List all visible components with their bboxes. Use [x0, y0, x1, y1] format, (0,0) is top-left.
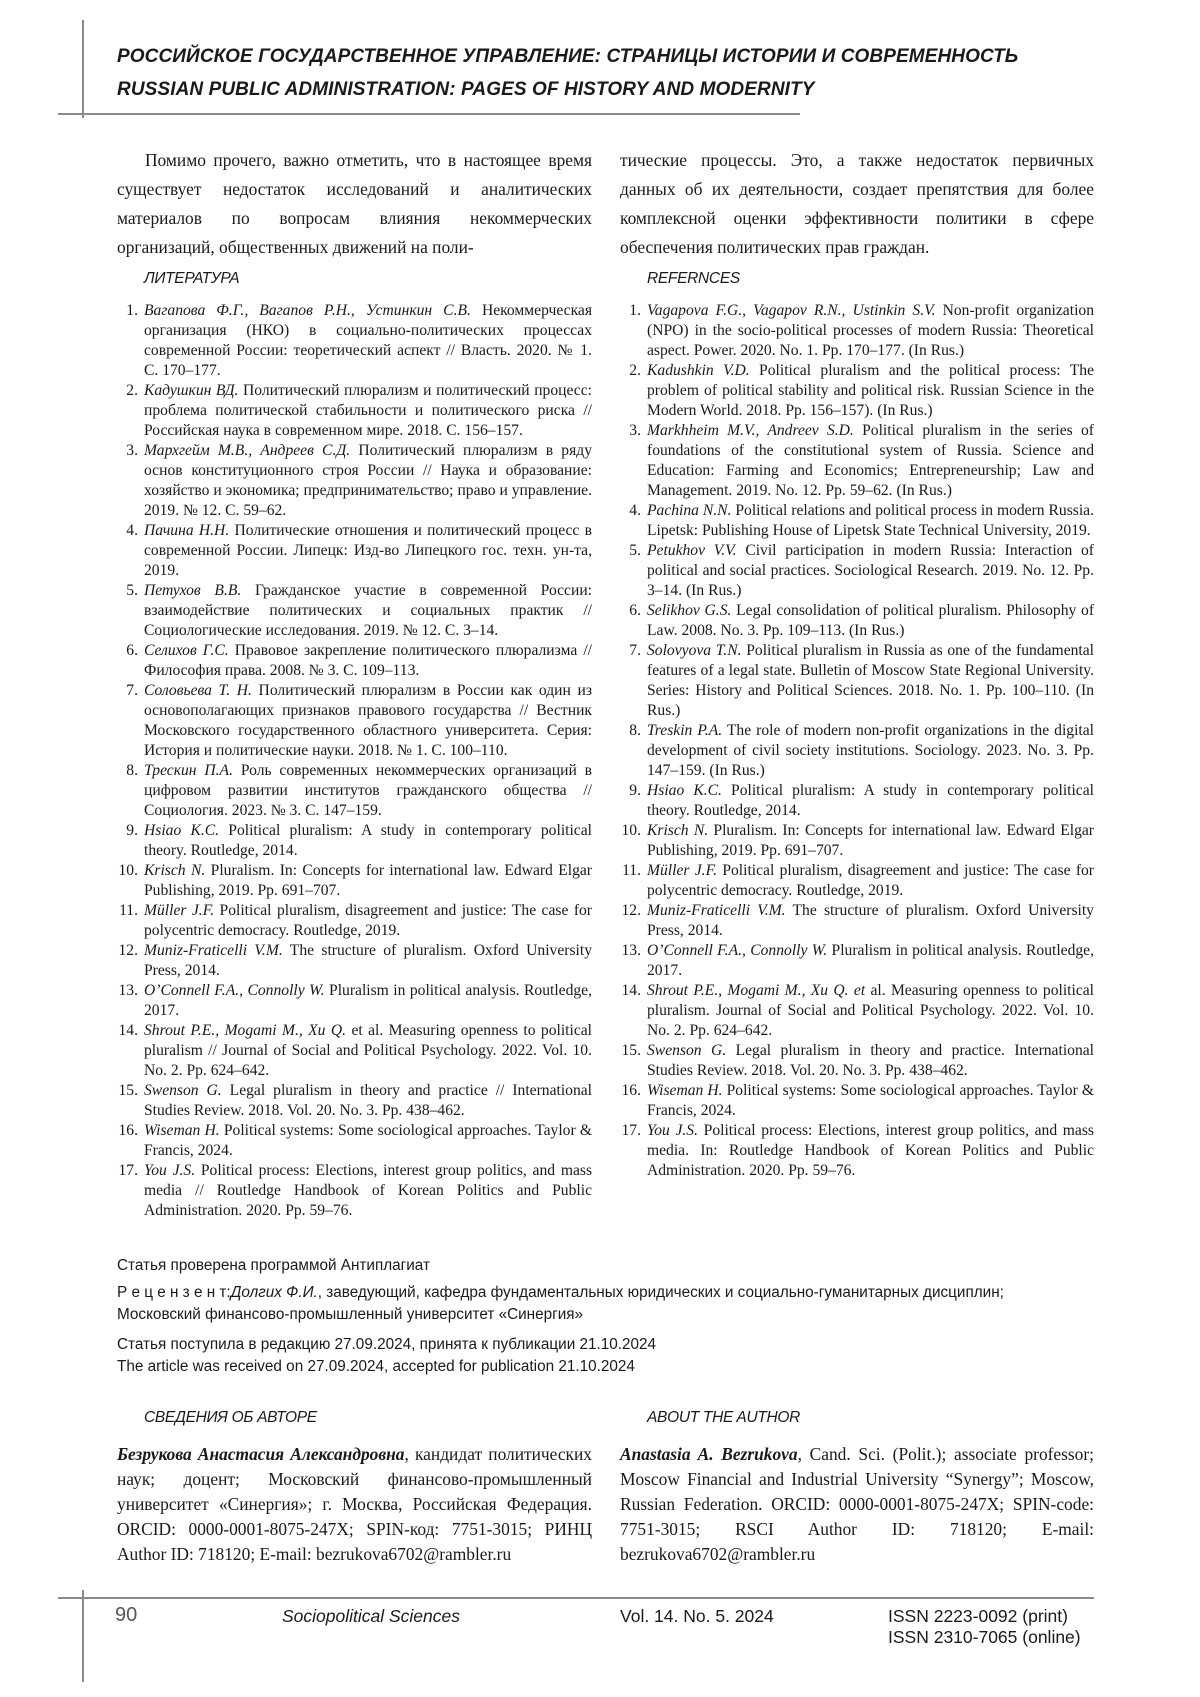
reference-authors: Vagapova F.G., Vagapov R.N., Ustinkin S.V. [647, 302, 936, 319]
reference-text: al. Measuring openness to political pluralism. Journal of Social and Political Psychology. 2022. Vol. 10. No. 2. Pp. 624–642. [647, 982, 1094, 1039]
issn-print: ISSN 2223-0092 (print) [888, 1606, 1068, 1626]
reference-number: 11. [622, 862, 641, 879]
reference-text: Pluralism. In: Concepts for international law. Edward Elgar Publishing, 2019. Pp. 691–707. [144, 862, 593, 899]
reference-number: 2. [629, 362, 641, 379]
reference-item [117, 981, 592, 1021]
reference-item [117, 681, 592, 761]
header-horizontal-rule [58, 113, 800, 115]
reference-item [117, 381, 592, 441]
reference-authors: Shrout P.E., Mogami M., Xu Q. [144, 1022, 347, 1039]
author-ru-name: Безрукова Анастасия Александровна [117, 1444, 405, 1464]
reference-authors: O’Connell F.A., Connolly W. [647, 942, 828, 959]
reference-authors: Shrout P.E., Mogami M., Xu Q. et [647, 982, 866, 999]
reviewer-line2: Московский финансово-промышленный университет «Синергия» [117, 1306, 584, 1323]
reference-text: Гражданское участие в современной России: взаимодействие политических и социальных практик // Социологические исследования. 2019. № 12. С. 3–14. [144, 582, 592, 639]
reference-text: The structure of pluralism. Oxford University Press, 2014. [144, 942, 592, 979]
reference-text: Legal pluralism in theory and practice // International Studies Review. 2018. Vol. 20. No. 3. Pp. 438–462. [144, 1082, 593, 1119]
reference-text: et al. Measuring openness to political pluralism // Journal of Social and Political Psychology. 2022. Vol. 10. No. 2. Pp. 624–642. [144, 1022, 592, 1079]
reviewer-label: Р е ц е н з е н т: [117, 1284, 231, 1301]
reference-item [117, 761, 592, 821]
reference-text: Legal pluralism in theory and practice. International Studies Review. 2018. Vol. 20. No. 3. Pp. 438–462. [647, 1042, 1094, 1079]
reference-number: 9. [629, 782, 641, 799]
reference-number: 1. [629, 302, 641, 319]
reference-authors: Pachina N.N. [647, 502, 732, 519]
reference-authors: Swenson G. [144, 1082, 222, 1099]
reference-authors: Muniz-Fraticelli V.M. [144, 942, 283, 959]
reference-text: Роль современных некоммерческих организаций в цифровом развитии институтов гражданского общества // Социология. 2023. № 3. С. 147–159. [144, 762, 592, 819]
reference-authors: Solovyova T.N. [647, 642, 742, 659]
reference-authors: Hsiao K.C. [144, 822, 220, 839]
reference-item [620, 301, 1094, 361]
reference-authors: Krisch N. [647, 822, 709, 839]
reference-item [620, 721, 1094, 781]
reference-number: 10. [621, 822, 641, 839]
reference-number: 14. [621, 982, 641, 999]
reference-authors: Вагапова Ф.Г., Вагапов Р.Н., Устинкин С.В. [144, 302, 471, 319]
reference-authors: Selikhov G.S. [647, 602, 732, 619]
reference-authors: Hsiao K.C. [647, 782, 722, 799]
reference-text: Political pluralism in the series of foundations of the constitutional system of Russia. Science and Education: Farming and Economics; Entrepreneurship; Law and Management. 2019. No. 12. Pp. 59–62. (In Rus.) [647, 422, 1094, 499]
reference-number: 1. [126, 302, 138, 319]
reference-item [620, 601, 1094, 641]
reference-authors: Wiseman H. [144, 1122, 220, 1139]
author-ru-info: Безрукова Анастасия Александровна, кандидат политических наук; доцент; Московский финансово-промышленный университет «Синергия»; г. Москва, Российская Федерация. ORCID: 0000-0001-8075-247X; SPIN-код: 7751-3015; РИНЦ Author ID: 718120; E-mail: bezrukova6702@rambler.ru [117, 1444, 592, 1564]
reference-number: 11. [119, 902, 138, 919]
reference-item [620, 821, 1094, 861]
references-ru-title: ЛИТЕРАТУРА [144, 270, 240, 287]
reference-number: 15. [118, 1082, 138, 1099]
reference-number: 3. [629, 422, 641, 439]
author-en-name: Anastasia A. Bezrukova [620, 1444, 798, 1464]
reference-authors: Markhheim M.V., Andreev S.D. [647, 422, 854, 439]
reviewer-affiliation: , заведующий, кафедра фундаментальных юридических и социально-гуманитарных дисциплин; [317, 1284, 1004, 1301]
reference-authors: Wiseman H. [647, 1082, 723, 1099]
volume-info: Vol. 14. No. 5. 2024 [620, 1606, 774, 1626]
references-en-list [620, 301, 1094, 1181]
reference-item [117, 1021, 592, 1081]
reviewer-name: Долгих Ф.И. [230, 1284, 318, 1301]
reference-item [117, 641, 592, 681]
reference-number: 8. [126, 762, 138, 779]
reference-number: 10. [118, 862, 138, 879]
reference-text: Political systems: Some sociological approaches. Taylor & Francis, 2024. [144, 1122, 592, 1159]
reference-number: 2. [126, 382, 138, 399]
reference-item [117, 441, 592, 521]
reference-item [117, 861, 592, 901]
reference-authors: Петухов В.В. [144, 582, 242, 599]
reference-item [117, 1121, 592, 1161]
author-en-info: Anastasia A. Bezrukova, Cand. Sci. (Polit.); associate professor; Moscow Financial and Industrial University “Synergy”; Moscow, Russian Federation. ORCID: 0000-0001-8075-247X; SPIN-code: 7751-3015; RSCI Author ID: 718120; E-mail: bezrukova6702@rambler.ru [620, 1444, 1094, 1564]
reference-item [117, 821, 592, 861]
journal-name: Sociopolitical Sciences [282, 1606, 461, 1626]
reference-number: 16. [118, 1122, 138, 1139]
reference-item [117, 901, 592, 941]
reference-number: 4. [629, 502, 641, 519]
reference-text: The structure of pluralism. Oxford University Press, 2014. [647, 902, 1094, 939]
reference-text: Political process: Elections, interest group politics, and mass media. In: Routledge Handbook of Korean Politics and Public Administration. 2020. Pp. 59–76. [647, 1122, 1094, 1179]
reference-item [620, 501, 1094, 541]
reference-text: Некоммерческая организация (НКО) в социально-политических процессах современной России: теоретический аспект // Власть. 2020. № 1. С. 170–177. [144, 302, 593, 379]
reference-number: 13. [118, 982, 138, 999]
reference-text: Political systems: Some sociological approaches. Taylor & Francis, 2024. [647, 1082, 1094, 1119]
running-title-en: RUSSIAN PUBLIC ADMINISTRATION: PAGES OF HISTORY AND MODERNITY [117, 79, 815, 100]
reference-number: 17. [118, 1162, 138, 1179]
reference-item [117, 581, 592, 641]
reference-number: 4. [126, 522, 138, 539]
reference-number: 5. [629, 542, 641, 559]
reference-number: 7. [629, 642, 641, 659]
references-en-title: REFERNCES [647, 270, 740, 287]
reference-item [620, 1121, 1094, 1181]
running-title-ru: РОССИЙСКОЕ ГОСУДАРСТВЕННОЕ УПРАВЛЕНИЕ: СТРАНИЦЫ ИСТОРИИ И СОВРЕМЕННОСТЬ [117, 46, 1019, 67]
reference-text: Pluralism in political analysis. Routledge, 2017. [144, 982, 592, 1019]
reference-authors: Мархгейм М.В., Андреев С.Д. [144, 442, 351, 459]
reference-text: Non-profit organization (NPO) in the socio-political processes of modern Russia: Theoretical aspect. Power. 2020. No. 1. Pp. 170–177. (In Rus.) [647, 302, 1094, 359]
received-en: The article was received on 27.09.2024, accepted for publication 21.10.2024 [117, 1358, 635, 1375]
reference-text: Pluralism in political analysis. Routledge, 2017. [647, 942, 1094, 979]
reference-text: Legal consolidation of political pluralism. Philosophy of Law. 2008. No. 3. Pp. 109–113. (In Rus.) [647, 602, 1095, 639]
reference-authors: O’Connell F.A., Connolly W. [144, 982, 325, 999]
reference-authors: Krisch N. [144, 862, 206, 879]
reference-text: Political process: Elections, interest group politics, and mass media // Routledge Handbook of Korean Politics and Public Administration. 2020. Pp. 59–76. [144, 1162, 593, 1219]
reference-text: Правовое закрепление политического плюрализма // Философия права. 2008. № 3. С. 109–113. [144, 642, 592, 679]
reference-item [620, 541, 1094, 601]
reference-text: Политический плюрализм в России как один из основополагающих признаков правового государства // Вестник Московского государственного областного университета. Серия: История и политические науки. 2018. № 1. С. 100–110. [144, 682, 592, 759]
reference-item [117, 1081, 592, 1121]
reference-text: Политический плюрализм в ряду основ конституционного строя России // Наука и образование: хозяйство и экономика; предпринимательство; право и управление. 2019. № 12. С. 59–62. [144, 442, 593, 519]
reference-item [620, 421, 1094, 501]
reference-authors: Соловьева Т. Н. [144, 682, 252, 699]
intro-paragraph-col1: Помимо прочего, важно отметить, что в настоящее время существует недостаток исследований и аналитических материалов по вопросам влияния некоммерческих организаций, общественных движений на поли- [117, 150, 592, 257]
reference-item [117, 1161, 592, 1221]
reference-number: 16. [621, 1082, 641, 1099]
reference-text: Политический плюрализм и политический процесс: проблема политической стабильности и политического риска // Российская наука в современном мире. 2018. С. 156–157. [144, 382, 592, 439]
reference-number: 12. [621, 902, 641, 919]
reference-authors: You J.S. [144, 1162, 196, 1179]
reference-item [620, 941, 1094, 981]
reference-item [620, 981, 1094, 1041]
page-number: 90 [115, 1604, 138, 1626]
author-en-title: ABOUT THE AUTHOR [647, 1409, 801, 1426]
reference-text: Political pluralism in Russia as one of the fundamental features of a legal state. Bulletin of Moscow State Regional University. Series: History and Political Sciences. 2018. No. 1. Pp. 100–110. (In Rus.) [647, 642, 1094, 719]
reference-authors: Кадушкин ВД. [144, 382, 239, 399]
reference-item [117, 301, 592, 381]
header-vertical-rule [82, 20, 84, 118]
references-ru-list [117, 301, 592, 1221]
reference-text: Политические отношения и политический процесс в современной России. Липецк: Изд-во Липецкого гос. техн. ун-та, 2019. [144, 522, 592, 579]
reference-authors: Müller J.F. [144, 902, 215, 919]
reference-number: 15. [621, 1042, 641, 1059]
reference-number: 3. [126, 442, 138, 459]
reference-authors: Treskin P.A. [647, 722, 723, 739]
reference-number: 17. [621, 1122, 641, 1139]
reference-text: Political pluralism, disagreement and justice: The case for polycentric democracy. Routledge, 2019. [647, 862, 1094, 899]
footer-horizontal-rule [58, 1597, 1094, 1599]
reference-authors: Kadushkin V.D. [647, 362, 750, 379]
reference-authors: Селихов Г.С. [144, 642, 229, 659]
footer-vertical-rule [82, 1590, 84, 1682]
reference-item [620, 1081, 1094, 1121]
reference-authors: Трескин П.А. [144, 762, 233, 779]
reference-item [620, 901, 1094, 941]
reference-text: Pluralism. In: Concepts for international law. Edward Elgar Publishing, 2019. Pp. 691–707. [647, 822, 1094, 859]
reference-authors: Muniz-Fraticelli V.M. [647, 902, 786, 919]
reference-text: The role of modern non-profit organizations in the digital development of civil society institutions. Sociology. 2023. No. 3. Pp. 147–159. (In Rus.) [647, 722, 1094, 779]
reference-item [117, 521, 592, 581]
reference-text: Civil participation in modern Russia: Interaction of political and social practices. Sociological Research. 2019. No. 12. Pp. 3–14. (In Rus.) [647, 542, 1094, 599]
reference-number: 13. [621, 942, 641, 959]
antiplagiat-note: Статья проверена программой Антиплагиат [117, 1257, 430, 1274]
reference-item [620, 781, 1094, 821]
reference-number: 5. [126, 582, 138, 599]
reference-text: Political relations and political process in modern Russia. Lipetsk: Publishing House of Lipetsk State Technical University, 2019. [647, 502, 1094, 539]
reference-number: 9. [126, 822, 138, 839]
reviewer-line1 [117, 1282, 1004, 1303]
reference-item [620, 861, 1094, 901]
reference-text: Political pluralism: A study in contemporary political theory. Routledge, 2014. [144, 822, 592, 859]
reference-authors: Пачина Н.Н. [144, 522, 230, 539]
reference-item [620, 641, 1094, 721]
reference-authors: Petukhov V.V. [647, 542, 737, 559]
received-ru: Статья поступила в редакцию 27.09.2024, принята к публикации 21.10.2024 [117, 1336, 657, 1353]
reference-authors: You J.S. [647, 1122, 698, 1139]
reference-item [620, 1041, 1094, 1081]
reference-text: Political pluralism and the political process: The problem of political stability and political risk. Russian Science in the Modern World. 2018. Pp. 156–157). (In Rus.) [647, 362, 1094, 419]
reference-number: 6. [629, 602, 641, 619]
reference-number: 12. [118, 942, 138, 959]
reference-text: Political pluralism, disagreement and justice: The case for polycentric democracy. Routledge, 2019. [144, 902, 592, 939]
reference-authors: Müller J.F. [647, 862, 717, 879]
reference-number: 7. [126, 682, 138, 699]
reference-number: 8. [629, 722, 641, 739]
author-ru-title: СВЕДЕНИЯ ОБ АВТОРЕ [144, 1409, 317, 1426]
issn-online: ISSN 2310-7065 (online) [888, 1627, 1081, 1647]
reference-authors: Swenson G. [647, 1042, 727, 1059]
intro-paragraph-col2: тические процессы. Это, а также недостаток первичных данных об их деятельности, создает препятствия для более комплексной оценки эффективности политики в сфере обеспечения политических прав граждан. [620, 150, 1094, 257]
reference-item [620, 361, 1094, 421]
reference-text: Political pluralism: A study in contemporary political theory. Routledge, 2014. [647, 782, 1094, 819]
reference-number: 14. [118, 1022, 138, 1039]
reference-item [117, 941, 592, 981]
reference-number: 6. [126, 642, 138, 659]
